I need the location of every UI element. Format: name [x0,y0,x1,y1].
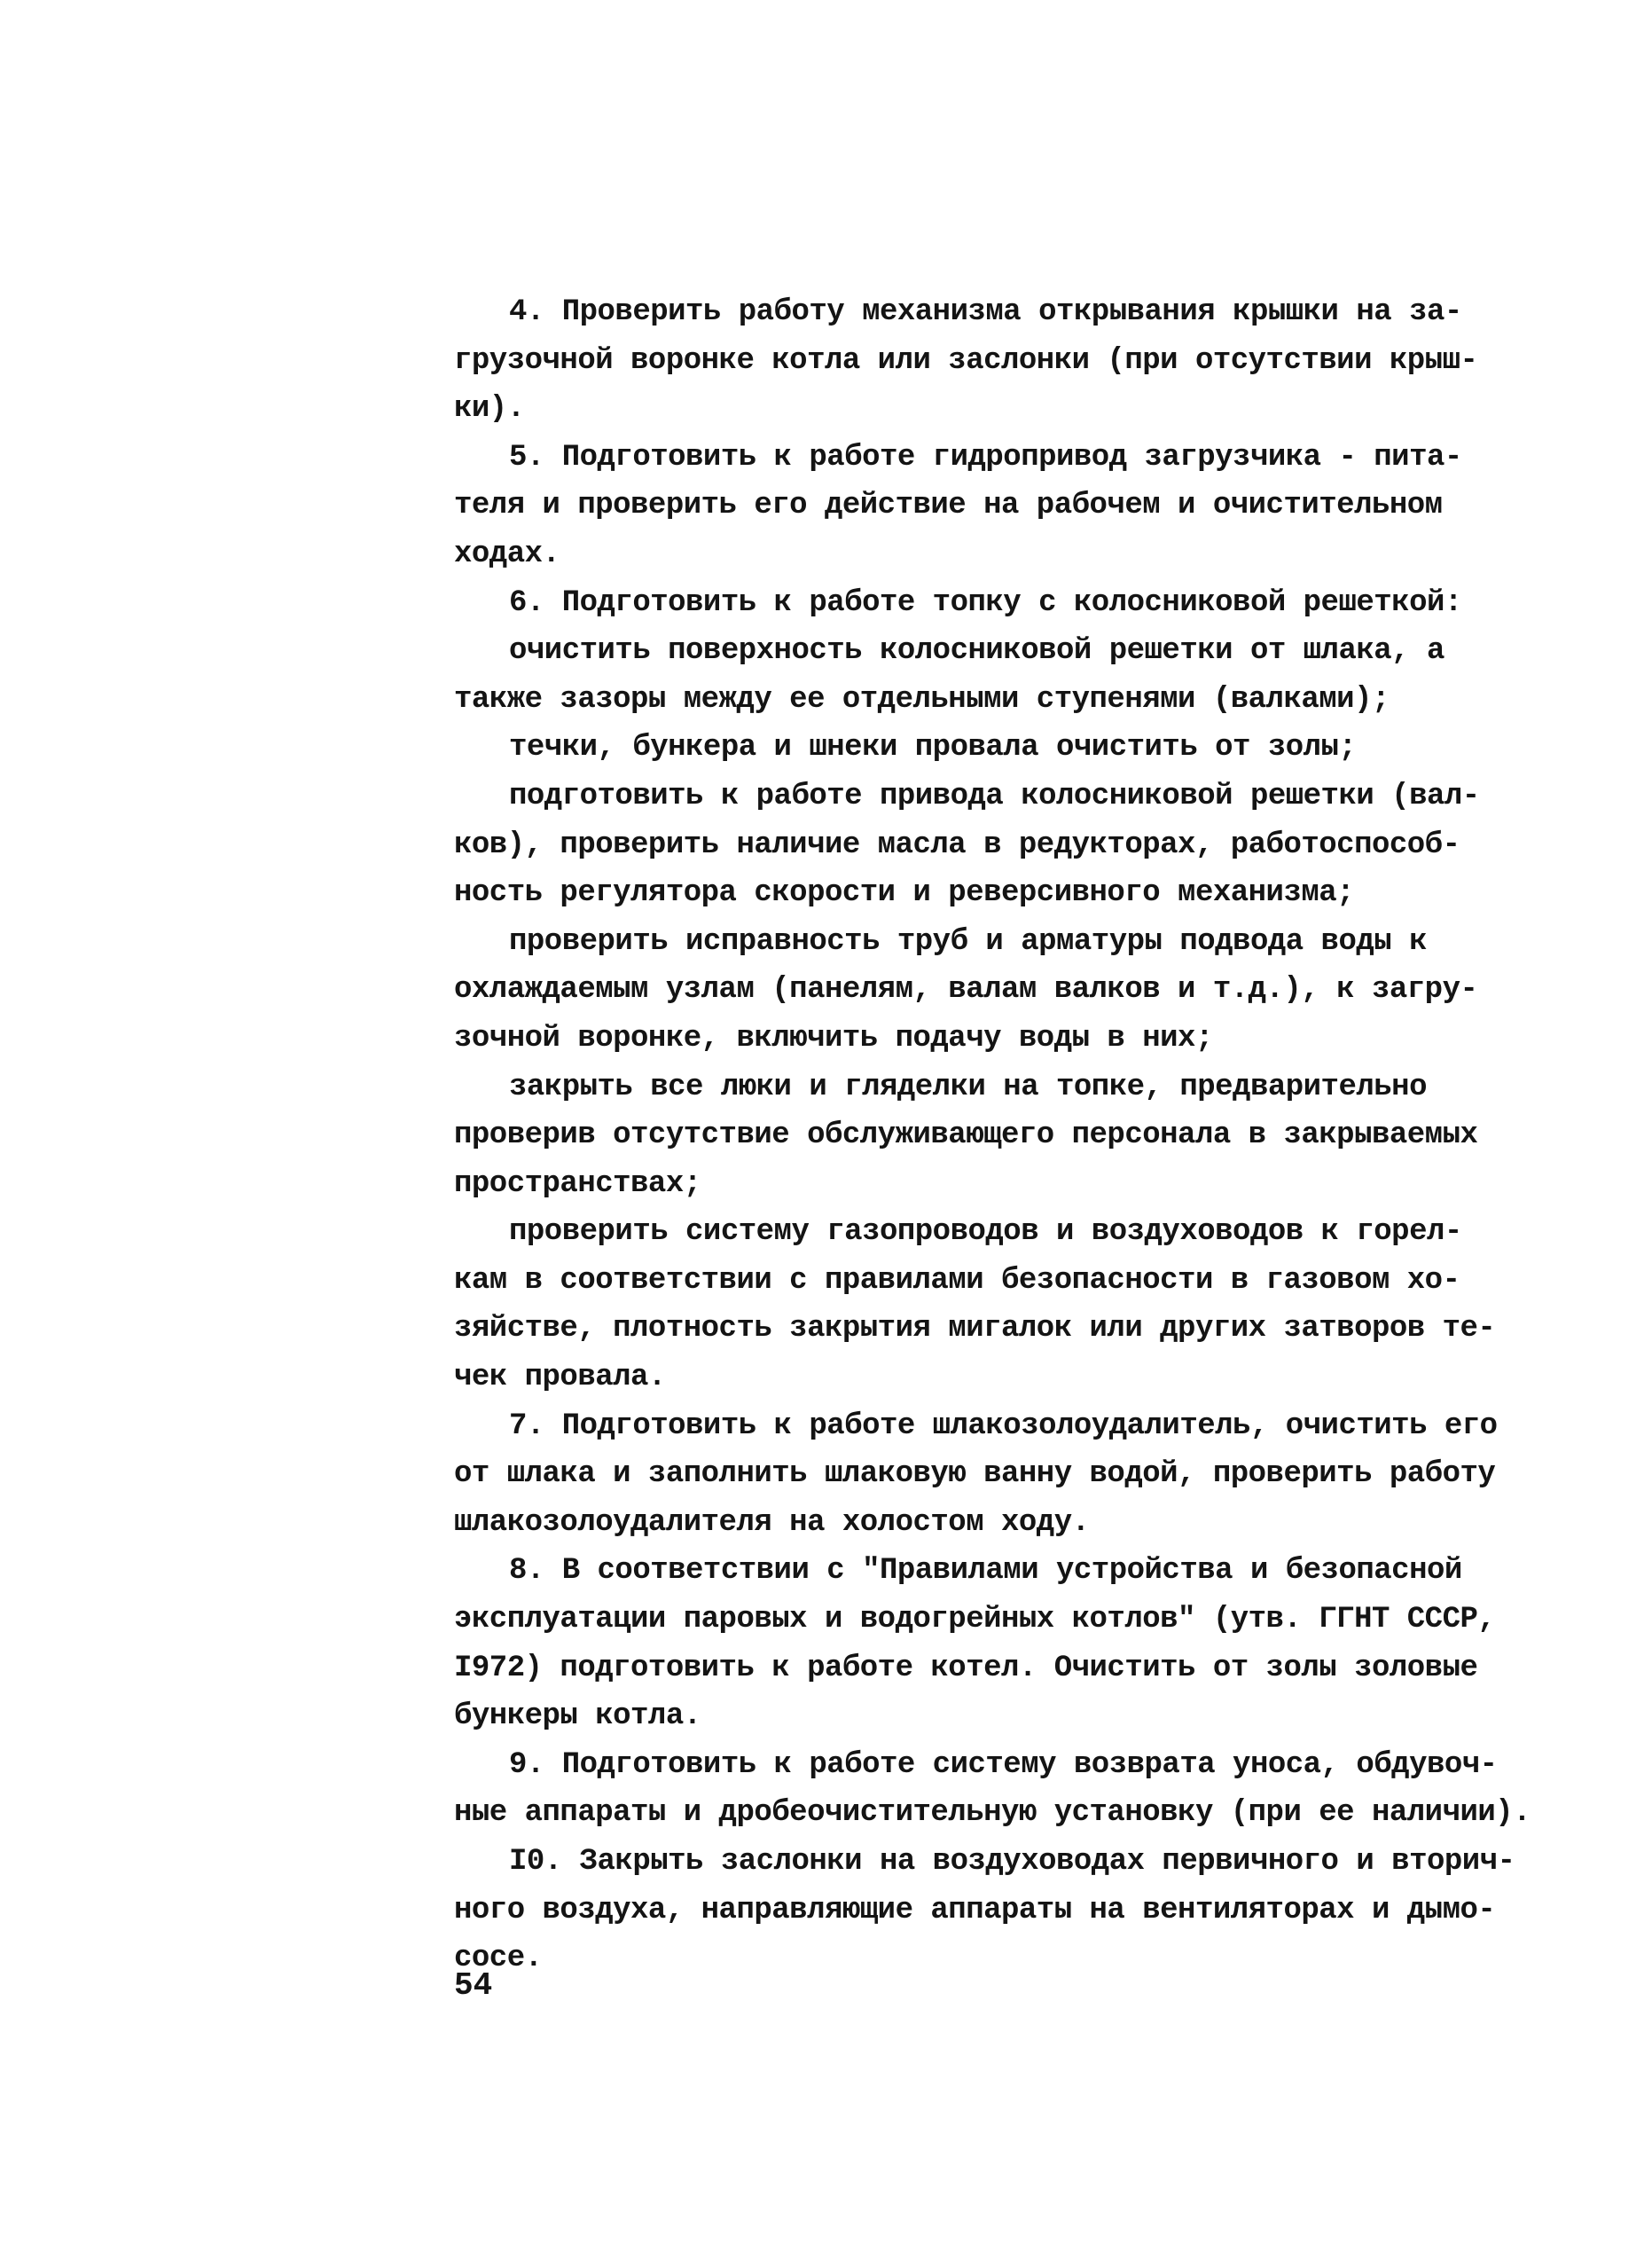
paragraph-subitem-gas-pipelines: проверить систему газопроводов и воздуховодов к горел- кам в соответствии с правилами безопасности в газовом хо- зяйстве, плотность закрытия мигалок или других затворов те- чек провала. [454,1215,1496,1395]
paragraph-item-4: 4. Проверить работу механизма открывания крышки на за- грузочной воронке котла или заслонки (при отсутствии крыш- ки). [454,295,1478,427]
paragraph-item-10: I0. Закрыть заслонки на воздуховодах первичного и вторич- ного воздуха, направляющие аппараты на вентиляторах и дымо- сосе. [454,1845,1515,1976]
paragraph-subitem-water-supply: проверить исправность труб и арматуры подвода воды к охлаждаемым узлам (панелям, валам валков и т.д.), к загру- зочной воронке, включить подачу воды в них; [454,924,1478,1055]
paragraph-subitem-hatches: закрыть все люки и гляделки на топке, предварительно проверив отсутствие обслуживающего персонала в закрываемых пространствах; [454,1070,1478,1201]
paragraph-subitem-grate-drives: подготовить к работе привода колосниковой решетки (вал- ков), проверить наличие масла в редукторах, работоспособ- ность регулятора скорости и реверсивного механизма; [454,779,1480,911]
paragraph-item-7: 7. Подготовить к работе шлакозолоудалитель, очистить его от шлака и заполнить шлаковую ванну водой, проверить работу шлакозолоудалителя на холостом ходу. [454,1409,1498,1540]
paragraph-item-5: 5. Подготовить к работе гидропривод загрузчика - пита- теля и проверить его действие на рабочем и очистительном ходах. [454,440,1462,571]
page-number: 54 [454,1967,493,2004]
paragraph-subitem-hoppers: течки, бункера и шнеки провала очистить от золы; [509,731,1357,765]
paragraph-subitem-grate-cleaning: очистить поверхность колосниковой решетки от шлака, а также зазоры между ее отдельными ступенями (валками); [454,634,1445,717]
paragraph-item-8: 8. В соответствии с "Правилами устройства и безопасной эксплуатации паровых и водогрейных котлов" (утв. ГГНТ СССР, I972) подготовить к работе котел. Очистить от золы золовые бункеры котла. [454,1554,1496,1734]
paragraph-item-9: 9. Подготовить к работе систему возврата уноса, обдувоч- ные аппараты и дробеочистительную установку (при ее наличии). [454,1747,1531,1831]
paragraph-item-6: 6. Подготовить к работе топку с колосниковой решеткой: [509,585,1462,620]
body-text [454,288,1554,1983]
